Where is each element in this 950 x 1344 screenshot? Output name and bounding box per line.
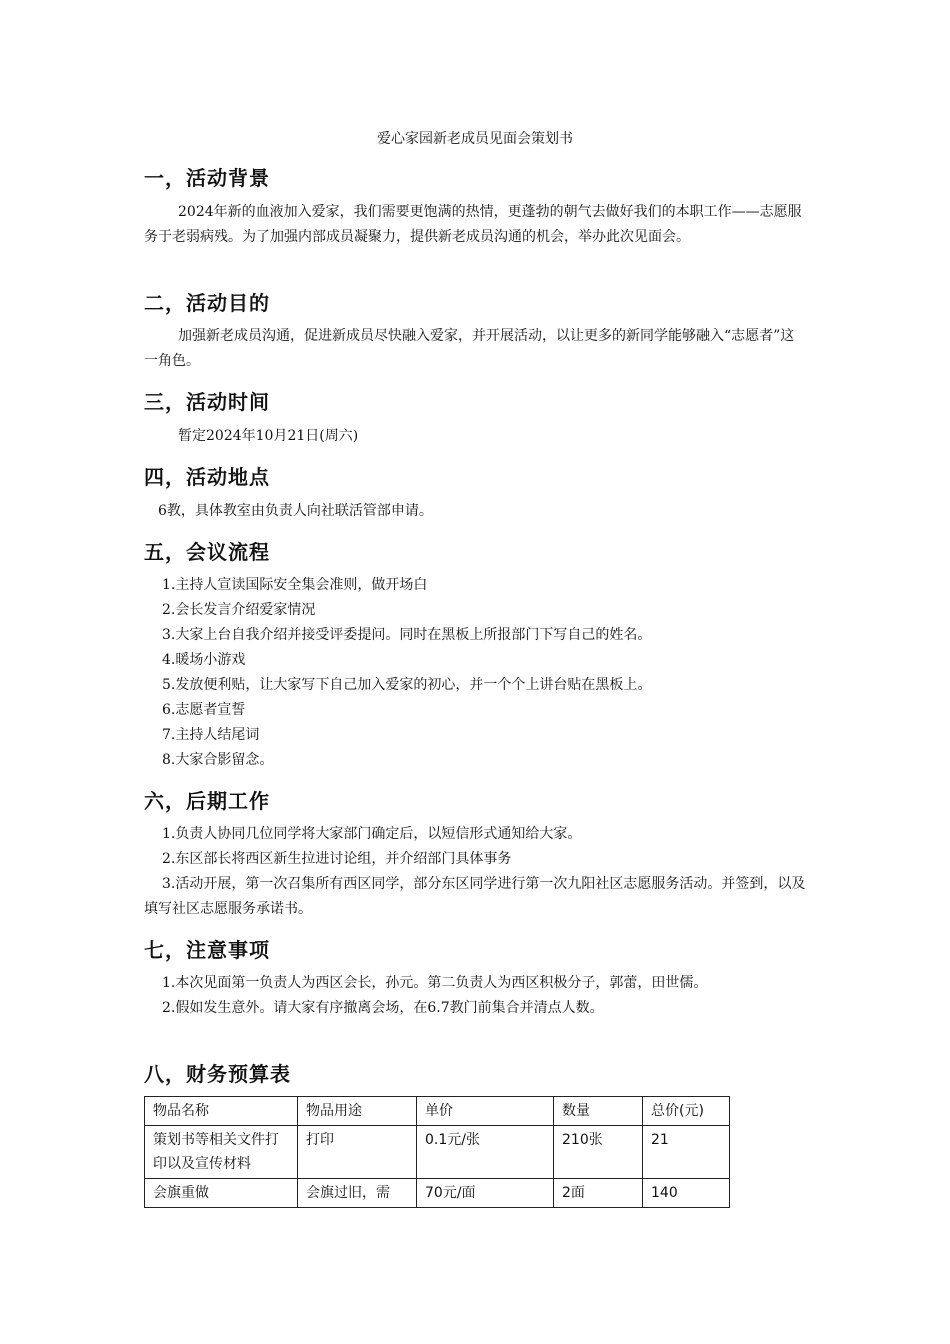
heading-time: 三，活动时间 bbox=[144, 390, 270, 414]
table-cell: 140 bbox=[643, 1179, 730, 1208]
purpose-text: 加强新老成员沟通，促进新成员尽快融入爱家，并开展活动，以让更多的新同学能够融入“志愿者”这一角色。 bbox=[144, 328, 795, 369]
heading-followup: 六，后期工作 bbox=[144, 789, 270, 813]
table-cell: 策划书等相关文件打印以及宣传材料 bbox=[145, 1126, 298, 1179]
heading-process: 五，会议流程 bbox=[144, 540, 270, 564]
list-item: 8.大家合影留念。 bbox=[162, 752, 274, 768]
list-item: 1.本次见面第一负责人为西区会长，孙元。第二负责人为西区积极分子，郭蕾，田世儒。 bbox=[162, 975, 708, 991]
heading-purpose: 二，活动目的 bbox=[144, 291, 270, 315]
time-text: 暂定2024年10月21日(周六) bbox=[178, 428, 359, 444]
list-item: 3.活动开展，第一次召集所有西区同学，部分东区同学进行第一次九阳社区志愿服务活动。并签到，以及填写社区志愿服务承诺书。 bbox=[144, 876, 806, 917]
table-cell: 0.1元/张 bbox=[417, 1126, 554, 1179]
table-header-row bbox=[145, 1097, 730, 1126]
budget-table bbox=[144, 1096, 730, 1208]
heading-background: 一，活动背景 bbox=[144, 166, 270, 190]
table-cell: 2面 bbox=[554, 1179, 643, 1208]
list-item: 2.东区部长将西区新生拉进讨论组，并介绍部门具体事务 bbox=[162, 851, 512, 867]
heading-notes: 七，注意事项 bbox=[144, 938, 270, 962]
heading-location: 四，活动地点 bbox=[144, 465, 270, 489]
table-row bbox=[145, 1179, 730, 1208]
table-cell: 会旗过旧，需 bbox=[298, 1179, 417, 1208]
table-header-cell: 数量 bbox=[554, 1097, 643, 1126]
list-item: 3.大家上台自我介绍并接受评委提问。同时在黑板上所报部门下写自己的姓名。 bbox=[162, 627, 652, 643]
list-item: 2.假如发生意外。请大家有序撤离会场，在6.7教门前集合并清点人数。 bbox=[162, 1000, 604, 1016]
background-text: 2024年新的血液加入爱家，我们需要更饱满的热情，更蓬勃的朝气去做好我们的本职工作——志愿服务于老弱病残。为了加强内部成员凝聚力，提供新老成员沟通的机会，举办此次见面会。 bbox=[144, 204, 802, 245]
heading-budget: 八，财务预算表 bbox=[144, 1062, 291, 1086]
table-header-cell: 物品名称 bbox=[145, 1097, 298, 1126]
document-title: 爱心家园新老成员见面会策划书 bbox=[377, 131, 573, 147]
list-item: 6.志愿者宣誓 bbox=[162, 702, 246, 718]
list-item: 1.负责人协同几位同学将大家部门确定后，以短信形式通知给大家。 bbox=[162, 826, 582, 842]
list-item: 5.发放便利贴，让大家写下自己加入爱家的初心，并一个个上讲台贴在黑板上。 bbox=[162, 677, 652, 693]
location-text: 6教，具体教室由负责人向社联活管部申请。 bbox=[158, 503, 433, 519]
list-item: 2.会长发言介绍爱家情况 bbox=[162, 602, 316, 618]
table-header-cell: 物品用途 bbox=[298, 1097, 417, 1126]
table-cell: 21 bbox=[643, 1126, 730, 1179]
list-item: 7.主持人结尾词 bbox=[162, 727, 260, 743]
table-cell: 会旗重做 bbox=[145, 1179, 298, 1208]
table-header-cell: 单价 bbox=[417, 1097, 554, 1126]
table-cell: 70元/面 bbox=[417, 1179, 554, 1208]
table-header-cell: 总价(元) bbox=[643, 1097, 730, 1126]
table-cell: 210张 bbox=[554, 1126, 643, 1179]
list-item: 1.主持人宣读国际安全集会准则，做开场白 bbox=[162, 577, 428, 593]
table-cell: 打印 bbox=[298, 1126, 417, 1179]
list-item: 4.暖场小游戏 bbox=[162, 652, 246, 668]
table-row bbox=[145, 1126, 730, 1179]
